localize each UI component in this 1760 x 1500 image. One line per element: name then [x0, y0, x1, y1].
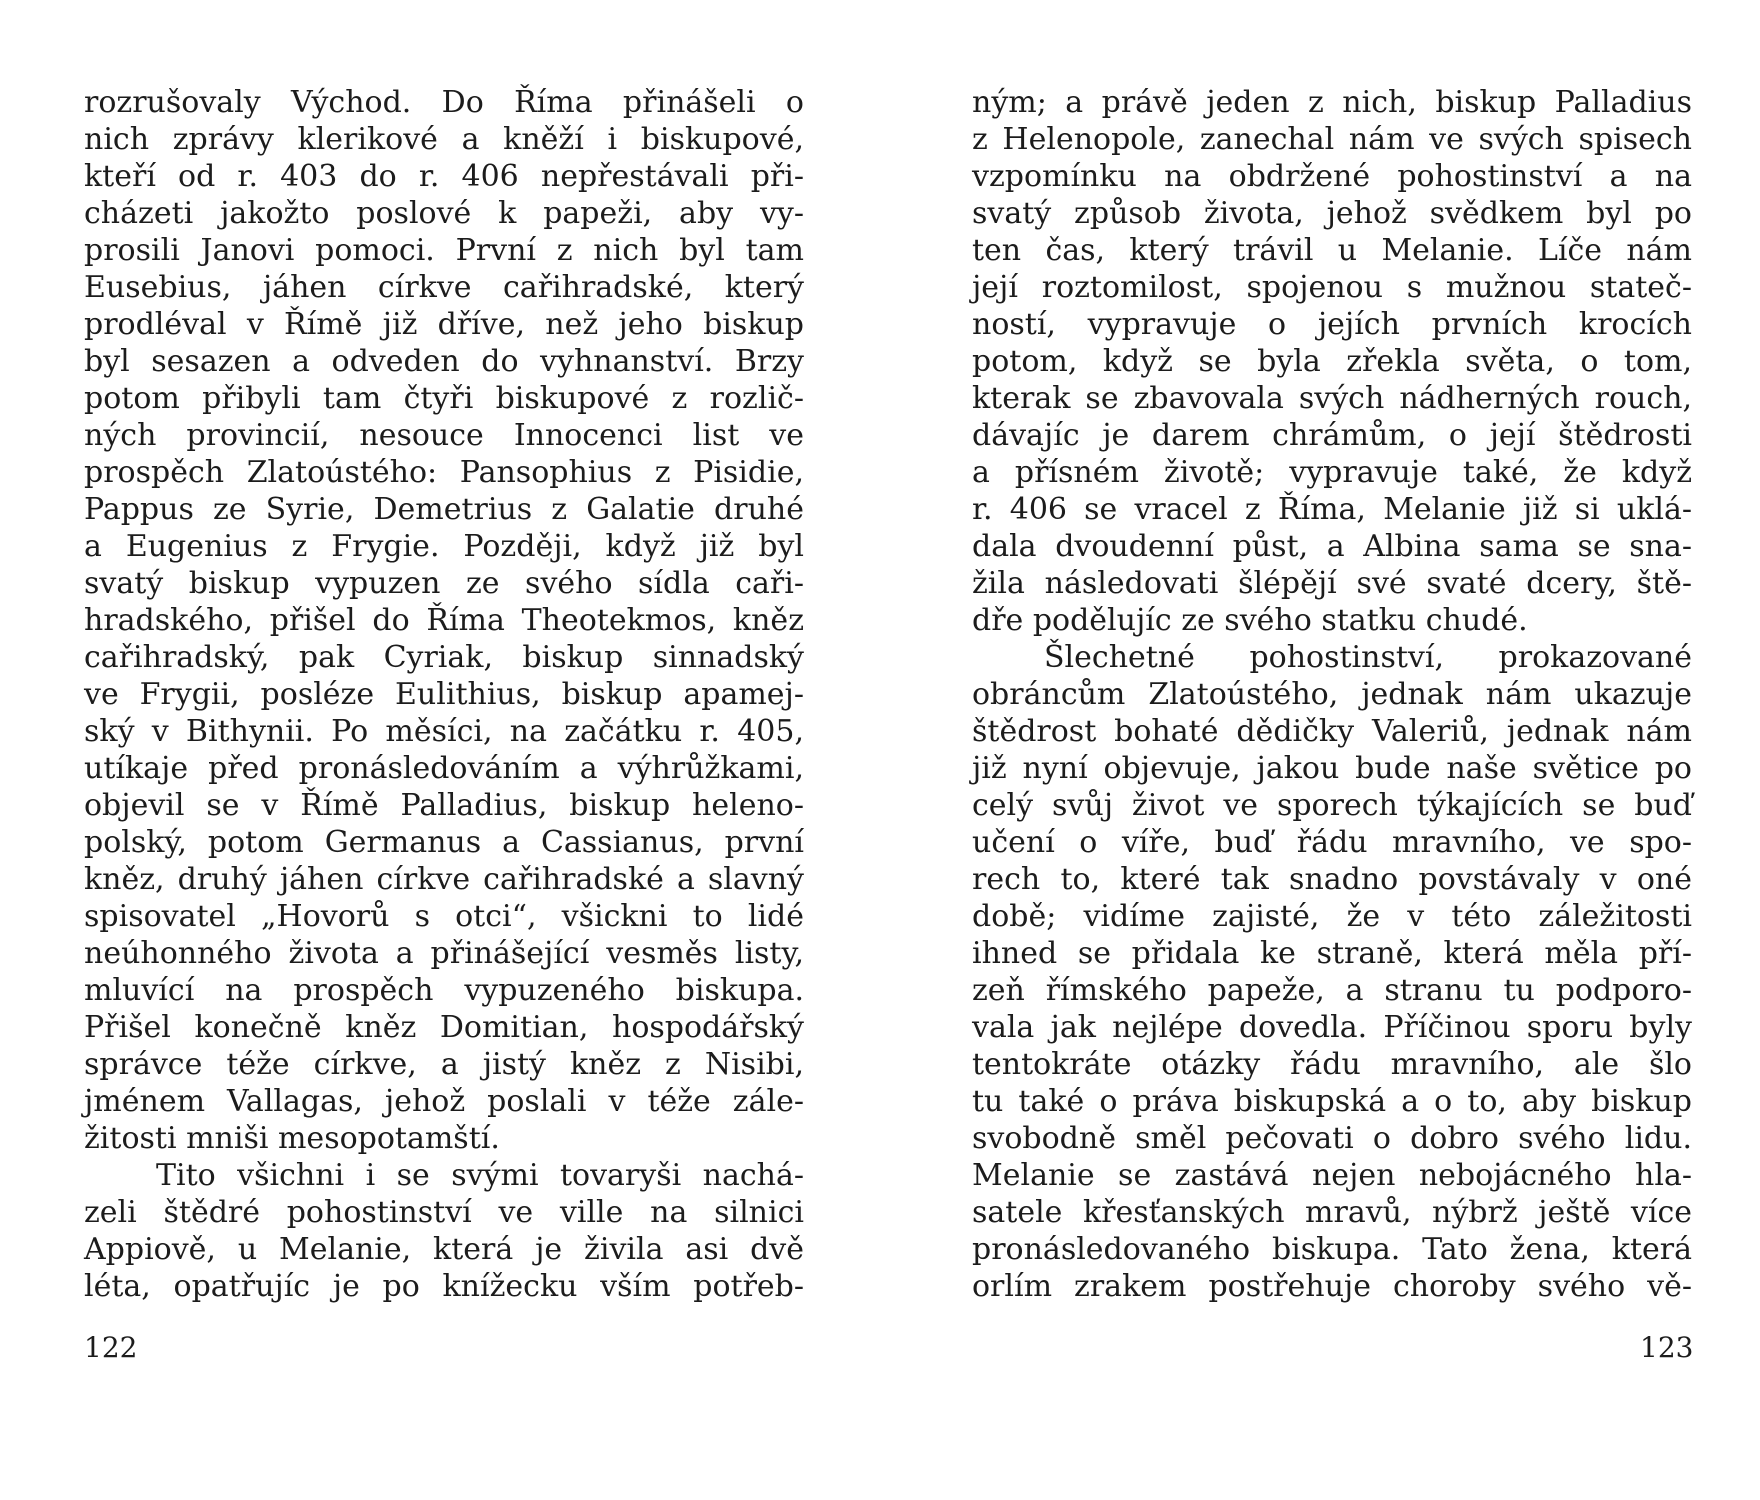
text-line: ných provincií, nesouce Innocenci list ve — [84, 418, 804, 453]
page-number-right: 123 — [1640, 1331, 1694, 1364]
text-line: r. 406 se vracel z Říma, Melanie již si uklá- — [972, 492, 1692, 527]
text-line: ným; a právě jeden z nich, biskup Palladius — [972, 85, 1692, 120]
text-line: ve Frygii, posléze Eulithius, biskup apamej- — [84, 677, 804, 712]
text-line: zeň římského papeže, a stranu tu podporo- — [972, 973, 1692, 1008]
text-line: učení o víře, buď řádu mravního, ve spo- — [972, 825, 1692, 860]
text-line: obráncům Zlatoústého, jednak nám ukazuje — [972, 677, 1692, 712]
text-line: Melanie se zastává nejen nebojácného hla- — [972, 1158, 1692, 1193]
text-line: objevil se v Římě Palladius, biskup heleno- — [84, 788, 804, 823]
text-line: dávajíc je darem chrámům, o její štědrosti — [972, 418, 1692, 453]
text-line: pronásledovaného biskupa. Tato žena, která — [972, 1232, 1692, 1267]
text-line: kteří od r. 403 do r. 406 nepřestávali při- — [84, 159, 804, 194]
text-line: žitosti mniši mesopotamští. — [84, 1121, 500, 1156]
text-line: potom přibyli tam čtyři biskupové z rozlič- — [84, 381, 804, 416]
text-line: kněz, druhý jáhen církve cařihradské a slavný — [84, 862, 804, 897]
text-line: a Eugenius z Frygie. Později, když již byl — [84, 529, 804, 564]
text-line: dře podělujíc ze svého statku chudé. — [972, 603, 1528, 638]
text-line: zeli štědré pohostinství ve ville na silnici — [84, 1195, 804, 1230]
text-line: Eusebius, jáhen církve cařihradské, který — [84, 270, 804, 305]
text-line: Pappus ze Syrie, Demetrius z Galatie druhé — [84, 492, 804, 527]
text-line: a přísném životě; vypravuje také, že když — [972, 455, 1692, 490]
text-line: žila následovati šlépějí své svaté dcery, ště- — [972, 566, 1692, 601]
text-line: Přišel konečně kněz Domitian, hospodářský — [84, 1010, 804, 1045]
text-line: mluvící na prospěch vypuzeného biskupa. — [84, 973, 804, 1008]
text-line: tu také o práva biskupská a o to, aby biskup — [972, 1084, 1692, 1119]
text-line: ností, vypravuje o jejích prvních krocích — [972, 307, 1692, 342]
text-line: Appiově, u Melanie, která je živila asi dvě — [84, 1232, 804, 1267]
left-page-text — [84, 84, 804, 1305]
text-line: jménem Vallagas, jehož poslali v téže zále- — [84, 1084, 804, 1119]
text-line: kterak se zbavovala svých nádherných rouch, — [972, 381, 1692, 416]
text-line: ihned se přidala ke straně, která měla pří- — [972, 936, 1692, 971]
text-line: svobodně směl pečovati o dobro svého lidu. — [972, 1121, 1692, 1156]
text-line: utíkaje před pronásledováním a výhrůžkami, — [84, 751, 804, 786]
text-line: prosili Janovi pomoci. První z nich byl tam — [84, 233, 804, 268]
text-line: ten čas, který trávil u Melanie. Líče nám — [972, 233, 1692, 268]
text-line: hradského, přišel do Říma Theotekmos, kněz — [84, 603, 804, 638]
text-line: prospěch Zlatoústého: Pansophius z Pisidie, — [84, 455, 804, 490]
text-line: Šlechetné pohostinství, prokazované — [1044, 640, 1692, 675]
text-line: svatý biskup vypuzen ze svého sídla caři- — [84, 566, 804, 601]
text-line: prodléval v Římě již dříve, než jeho biskup — [84, 307, 804, 342]
text-line: ský v Bithynii. Po měsíci, na začátku r. 405, — [84, 714, 804, 749]
text-line: dala dvoudenní půst, a Albina sama se sna- — [972, 529, 1692, 564]
text-line: spisovatel „Hovorů s otci“, všickni to lidé — [84, 899, 804, 934]
text-line: celý svůj život ve sporech týkajících se buď — [972, 788, 1692, 823]
right-page-text — [972, 84, 1692, 1305]
text-line: orlím zrakem postřehuje choroby svého vě- — [972, 1269, 1692, 1304]
text-line: tentokráte otázky řádu mravního, ale šlo — [972, 1047, 1692, 1082]
text-line: vzpomínku na obdržené pohostinství a na — [972, 159, 1692, 194]
text-line: polský, potom Germanus a Cassianus, první — [84, 825, 804, 860]
text-line: potom, když se byla zřekla světa, o tom, — [972, 344, 1692, 379]
text-line: nich zprávy klerikové a kněží i biskupové, — [84, 122, 804, 157]
text-line: štědrost bohaté dědičky Valeriů, jednak nám — [972, 714, 1692, 749]
page-number-left: 122 — [84, 1331, 138, 1364]
text-line: z Helenopole, zanechal nám ve svých spisech — [972, 122, 1692, 157]
text-line: svatý způsob života, jehož svědkem byl po — [972, 196, 1692, 231]
text-line: neúhonného života a přinášející vesměs listy, — [84, 936, 804, 971]
text-line: rozrušovaly Východ. Do Říma přinášeli o — [84, 85, 804, 120]
text-line: době; vidíme zajisté, že v této záležitosti — [972, 899, 1692, 934]
text-line: Tito všichni i se svými tovaryši nachá- — [156, 1158, 804, 1193]
text-line: rech to, které tak snadno povstávaly v oné — [972, 862, 1692, 897]
text-line: byl sesazen a odveden do vyhnanství. Brzy — [84, 344, 804, 379]
text-line: cházeti jakožto poslové k papeži, aby vy- — [84, 196, 804, 231]
text-line: již nyní objevuje, jakou bude naše světice po — [972, 751, 1692, 786]
text-line: cařihradský, pak Cyriak, biskup sinnadský — [84, 640, 804, 675]
text-line: její roztomilost, spojenou s mužnou stateč- — [972, 270, 1692, 305]
text-line: léta, opatřujíc je po knížecku vším potřeb- — [84, 1269, 804, 1304]
text-line: správce téže církve, a jistý kněz z Nisibi, — [84, 1047, 804, 1082]
text-line: vala jak nejlépe dovedla. Příčinou sporu byly — [972, 1010, 1692, 1045]
text-line: satele křesťanských mravů, nýbrž ještě více — [972, 1195, 1692, 1230]
